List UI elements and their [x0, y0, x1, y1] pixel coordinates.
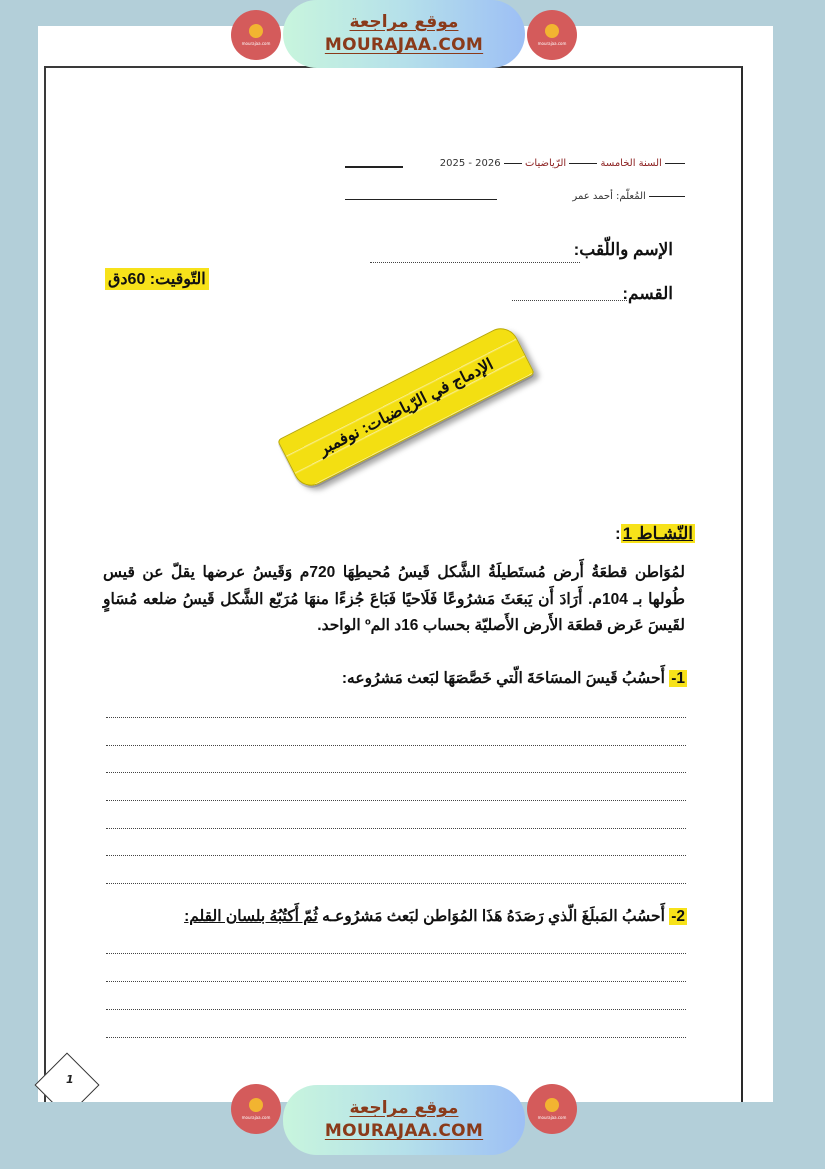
question-1	[342, 669, 687, 688]
page-number: 1	[66, 1073, 74, 1086]
site-banner-top[interactable]	[283, 0, 525, 68]
subject-label: الرّياضيات	[525, 158, 567, 169]
site-name-arabic: موقع مراجعة	[349, 12, 459, 32]
site-name-latin: MOURAJAA.COM	[324, 35, 484, 55]
name-field[interactable]	[370, 262, 580, 263]
question-2	[184, 907, 687, 926]
integration-ribbon	[268, 330, 538, 480]
year-label: السنة الخامسة	[600, 158, 662, 169]
answer-line[interactable]	[106, 953, 686, 954]
ribbon-title: الإدماج في الرّياضيات: نوفمبر	[277, 322, 535, 492]
question-text-underlined: ثُمّ أَكتُبُهُ بلسان القلم:	[184, 908, 318, 925]
answer-line[interactable]	[106, 855, 686, 856]
activity-title-colon: :	[615, 524, 621, 543]
logo-badge[interactable]	[231, 10, 281, 60]
header-teacher	[572, 191, 685, 202]
site-banner-bottom[interactable]	[283, 1085, 525, 1155]
answer-line[interactable]	[106, 745, 686, 746]
answer-line[interactable]	[106, 772, 686, 773]
logo-caption: mourajaa.com	[241, 41, 271, 46]
question-number: 2-	[671, 908, 685, 925]
timing-badge: التّوقيت: 60دق	[105, 268, 209, 290]
book-icon	[545, 1098, 559, 1112]
logo-badge[interactable]	[231, 1084, 281, 1134]
class-label: القسم:	[622, 284, 673, 303]
book-icon	[249, 24, 263, 38]
logo-badge[interactable]	[527, 10, 577, 60]
answer-line[interactable]	[106, 1009, 686, 1010]
question-number: 1-	[671, 670, 685, 687]
answer-line[interactable]	[106, 981, 686, 982]
logo-badge[interactable]	[527, 1084, 577, 1134]
answer-line[interactable]	[106, 717, 686, 718]
logo-caption: mourajaa.com	[537, 1115, 567, 1120]
answer-line[interactable]	[106, 1037, 686, 1038]
activity-statement: لمُوَاطن قطعَةُ أَرض مُستَطيلَةُ الشَّكل قَيسُ مُحيطِهَا 720م وَقَيسُ عرضها يقلّ عن قيس طُولها بـ 104م. أَرَادَ أَن يَبعَثَ مَشرُوعًا فَلَاحيًا فَبَاعَ جُزءًا منهَا مُرَبّع الشَّكل قَيسُ ضلعه مُسَاوٍ لقَيسَ عَرض قطعَة الأَرض الأَصليّة بحساب 16د المº الواحد.	[103, 564, 686, 634]
header-rule	[345, 199, 497, 200]
answer-line[interactable]	[106, 828, 686, 829]
answer-line[interactable]	[106, 883, 686, 884]
logo-caption: mourajaa.com	[241, 1115, 271, 1120]
teacher-label: المُعلّم:	[616, 191, 646, 202]
header-year-subject	[440, 158, 685, 169]
class-field[interactable]	[512, 300, 627, 301]
activity-title: النّشـاط 1	[622, 524, 693, 543]
logo-caption: mourajaa.com	[537, 41, 567, 46]
site-name-arabic: موقع مراجعة	[349, 1098, 459, 1118]
name-label: الإسم واللّقب:	[573, 240, 673, 259]
school-year: 2025 - 2026	[439, 158, 501, 169]
header-rule	[345, 166, 403, 168]
answer-line[interactable]	[106, 800, 686, 801]
activity-heading	[615, 524, 695, 544]
site-name-latin: MOURAJAA.COM	[324, 1121, 484, 1141]
question-text: أَحسُبُ قَيسَ المسَاحَةَ الّتي خَصَّصَهَا لبَعث مَشرُوعه:	[341, 670, 665, 687]
book-icon	[545, 24, 559, 38]
teacher-name: أحمد عمر	[572, 191, 613, 202]
book-icon	[249, 1098, 263, 1112]
question-text: أَحسُبُ المَبلَغَ الّذي رَصَدَهُ هَذَا المُوَاطن لبَعث مَشرُوعـه	[322, 908, 665, 925]
